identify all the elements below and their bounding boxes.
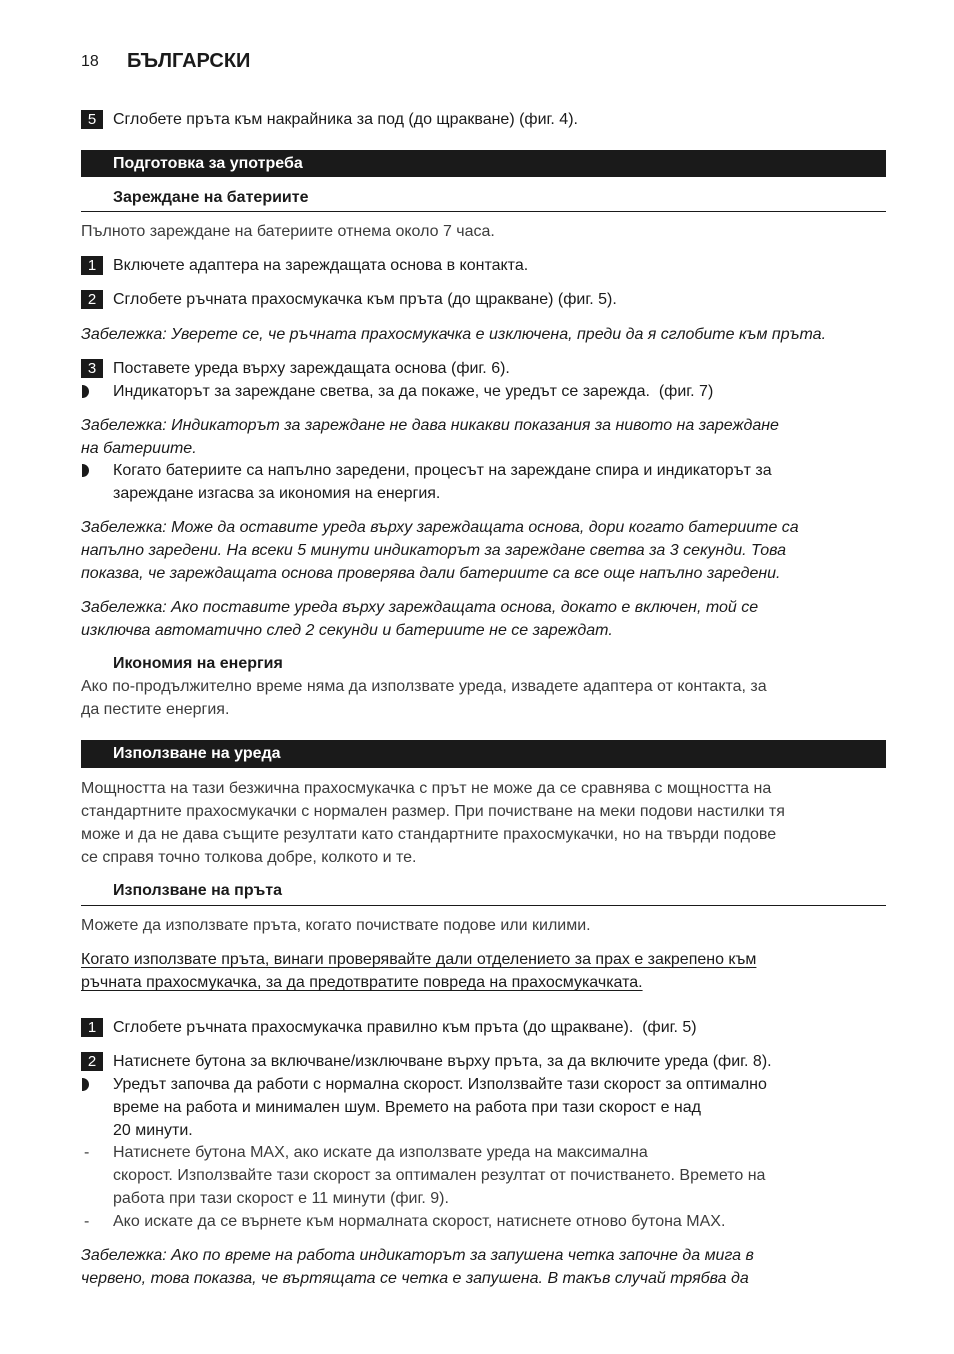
charging-step-3 bbox=[0, 357, 954, 380]
section-title: Подготовка за употреба bbox=[113, 155, 303, 172]
step-number-badge: 1 bbox=[81, 256, 103, 275]
step-text: Включете адаптера на зареждащата основа в контакта. bbox=[113, 257, 529, 274]
bullet-item bbox=[0, 459, 954, 505]
rod-step-2 bbox=[0, 1050, 954, 1073]
caution-line: Когато използвате пръта, винаги проверявайте дали отделението за прах е закрепено към bbox=[81, 951, 757, 968]
dash-line: Ако искате да се върнете към нормалната скорост, натиснете отново бутона MAX. bbox=[113, 1213, 726, 1230]
note-line: Забележка: Може да оставите уреда върху зареждащата основа, дори когато батериите са bbox=[81, 519, 799, 536]
step-text: Поставете уреда върху зареждащата основа (фиг. 6). bbox=[113, 360, 510, 377]
step-text: Сглобете ръчната прахосмукачка правилно към пръта (до щракване). (фиг. 5) bbox=[113, 1019, 697, 1036]
dash-item bbox=[0, 1210, 954, 1233]
note-line: изключва автоматично след 2 секунди и батериите не се зареждат. bbox=[81, 622, 613, 639]
usage-intro-paragraph bbox=[0, 777, 954, 869]
half-circle-bullet-icon bbox=[82, 464, 89, 477]
heading-underline bbox=[81, 211, 886, 212]
paragraph-line: Мощността на тази безжична прахосмукачка с прът не може да се сравнява с мощността на bbox=[81, 780, 772, 797]
dash-marker: - bbox=[84, 1213, 90, 1230]
bullet-line: зареждане изгасва за икономия на енергия. bbox=[113, 485, 441, 502]
charging-heading: Зареждане на батериите bbox=[113, 189, 309, 206]
paragraph-line: стандартните прахосмукачки с нормален размер. При почистване на меки подови настилки тя bbox=[81, 803, 785, 820]
language-title: БЪЛГАРСКИ bbox=[127, 50, 251, 72]
charging-step-1 bbox=[0, 254, 954, 277]
step-number-badge: 2 bbox=[81, 1052, 103, 1071]
note-line: червено, това показва, че въртящата се четка е запушена. В такъв случай трябва да bbox=[81, 1270, 749, 1287]
note-block bbox=[0, 596, 954, 642]
bullet-line: Уредът започва да работи с нормална скорост. Използвайте тази скорост за оптимално bbox=[113, 1076, 767, 1093]
half-circle-bullet-icon bbox=[82, 385, 89, 398]
bullet-item bbox=[0, 1073, 954, 1142]
paragraph-line: се справя точно толкова добре, колкото и те. bbox=[81, 849, 417, 866]
note-block bbox=[0, 1244, 954, 1290]
dash-line: работа при тази скорост е 11 минути (фиг. 9). bbox=[113, 1190, 449, 1207]
caution-block bbox=[0, 948, 954, 994]
bullet-line: 20 минути. bbox=[113, 1122, 193, 1139]
paragraph-line: Ако по-продължително време няма да използвате уреда, извадете адаптера от контакта, за bbox=[81, 678, 767, 695]
section-bar-usage bbox=[81, 740, 886, 768]
paragraph-line: може и да не дава същите резултати като стандартните прахосмукачки, но на твърди подове bbox=[81, 826, 777, 843]
bullet-line: време на работа и минимален шум. Времето на работа при тази скорост е над bbox=[113, 1099, 701, 1116]
energy-heading: Икономия на енергия bbox=[113, 655, 283, 672]
note-line: Забележка: Ако по време на работа индикаторът за запушена четка започне да мига в bbox=[81, 1247, 754, 1264]
page-header bbox=[0, 0, 954, 80]
dash-marker: - bbox=[84, 1144, 90, 1161]
rod-intro: Можете да използвате пръта, когато почиствате подове или килими. bbox=[81, 917, 591, 934]
caution-line: ръчната прахосмукачка, за да предотвратите повреда на прахосмукачката. bbox=[81, 974, 643, 991]
section-bar-preparation bbox=[81, 150, 886, 177]
step-text: Сглобете пръта към накрайника за под (до щракване) (фиг. 4). bbox=[113, 111, 578, 128]
rod-step-1 bbox=[0, 1016, 954, 1039]
step-number-badge: 3 bbox=[81, 359, 103, 378]
step-number-badge: 5 bbox=[81, 110, 103, 129]
section-title: Използване на уреда bbox=[113, 745, 281, 762]
step-number-badge: 1 bbox=[81, 1018, 103, 1037]
dash-line: скорост. Използвайте тази скорост за оптимален резултат от почистването. Времето на bbox=[113, 1167, 766, 1184]
note-line: Забележка: Ако поставите уреда върху зареждащата основа, докато е включен, той се bbox=[81, 599, 759, 616]
rod-heading: Използване на пръта bbox=[113, 882, 282, 899]
step-number-badge: 2 bbox=[81, 290, 103, 309]
dash-item bbox=[0, 1141, 954, 1210]
dash-line: Натиснете бутона MAX, ако искате да използвате уреда на максимална bbox=[113, 1144, 648, 1161]
bullet-item bbox=[0, 380, 954, 403]
charging-intro: Пълното зареждане на батериите отнема около 7 часа. bbox=[81, 223, 495, 240]
step-text: Сглобете ръчната прахосмукачка към пръта (до щракване) (фиг. 5). bbox=[113, 291, 617, 308]
note-line: напълно заредени. На всеки 5 минути индикаторът за зареждане светва за 3 секунди. Това bbox=[81, 542, 787, 559]
page-number: 18 bbox=[81, 53, 99, 70]
note-text: Забележка: Уверете се, че ръчната прахосмукачка е изключена, преди да я сглобите към пръта. bbox=[81, 326, 827, 343]
paragraph-line: да пестите енергия. bbox=[81, 701, 230, 718]
note-block bbox=[0, 516, 954, 585]
bullet-text: Индикаторът за зареждане светва, за да покаже, че уредът се зарежда. (фиг. 7) bbox=[113, 383, 714, 400]
assembly-step-5 bbox=[0, 108, 954, 131]
bullet-line: Когато батериите са напълно заредени, процесът на зареждане спира и индикаторът за bbox=[113, 462, 772, 479]
note-line: Забележка: Индикаторът за зареждане не дава никакви показания за нивото на зареждане bbox=[81, 417, 779, 434]
note-block bbox=[0, 414, 954, 460]
charging-step-2 bbox=[0, 288, 954, 311]
heading-underline bbox=[81, 905, 886, 906]
step-text: Натиснете бутона за включване/изключване върху пръта, за да включите уреда (фиг. 8). bbox=[113, 1053, 772, 1070]
energy-paragraph bbox=[0, 675, 954, 721]
note-line: показва, че зареждащата основа проверява дали батериите са все още напълно заредени. bbox=[81, 565, 781, 582]
note-line: на батериите. bbox=[81, 440, 197, 457]
half-circle-bullet-icon bbox=[82, 1078, 89, 1091]
